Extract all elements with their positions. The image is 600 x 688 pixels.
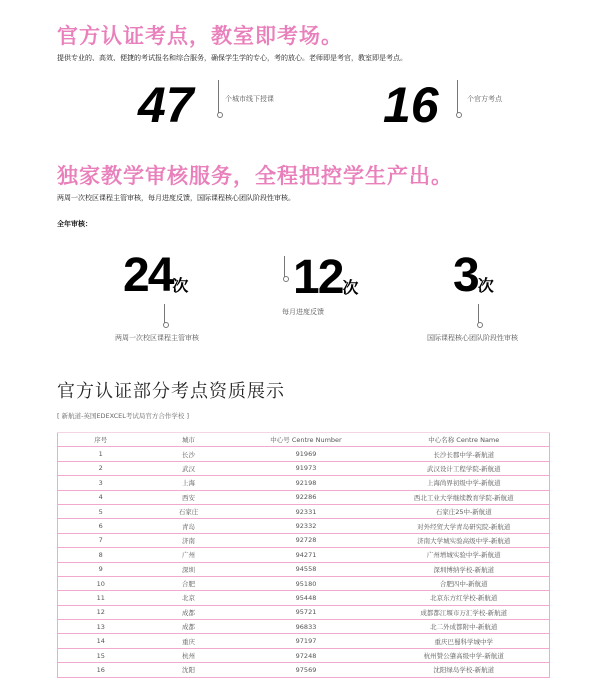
- table-cell: 94271: [234, 548, 379, 562]
- column-header: 中心号 Centre Number: [234, 433, 379, 447]
- table-cell: 96833: [234, 620, 379, 634]
- table-cell: 西北工业大学继续教育学院-新航道: [379, 490, 550, 504]
- table-cell: 91973: [234, 461, 379, 475]
- stat-biweekly-label: 两周一次校区课程主管审核: [115, 334, 199, 342]
- stat-cities-label: 个城市线下授课: [225, 95, 274, 103]
- table-row: [58, 562, 550, 576]
- table-cell: 97248: [234, 648, 379, 662]
- stat-centres-value: 16: [383, 77, 439, 133]
- table-row: [58, 663, 550, 677]
- table-cell: 北二外成都附中-新航道: [379, 620, 550, 634]
- divider: [164, 304, 165, 326]
- table-cell: 10: [58, 576, 144, 590]
- table-cell: 92331: [234, 504, 379, 518]
- table-cell: 对外经贸大学青岛研究院-新航道: [379, 519, 550, 533]
- column-header: 序号: [58, 433, 144, 447]
- table-cell: 7: [58, 533, 144, 547]
- table-cell: 3: [58, 476, 144, 490]
- table-row: [58, 576, 550, 590]
- table-cell: 6: [58, 519, 144, 533]
- table-cell: 合肥四中-新航道: [379, 576, 550, 590]
- table-cell: 1: [58, 447, 144, 461]
- table-cell: 9: [58, 562, 144, 576]
- table-cell: 4: [58, 490, 144, 504]
- column-header: 城市: [144, 433, 234, 447]
- table-cell: 济南: [144, 533, 234, 547]
- table-cell: 成都: [144, 620, 234, 634]
- table-cell: 沈阳: [144, 663, 234, 677]
- table-cell: 91969: [234, 447, 379, 461]
- table-row: [58, 591, 550, 605]
- table-row: [58, 461, 550, 475]
- section2-title: 独家教学审核服务，全程把控学生产出。: [57, 164, 453, 188]
- table-cell: 11: [58, 591, 144, 605]
- table-cell: 杭州赞公肇高级中学-新航道: [379, 648, 550, 662]
- table-cell: 97197: [234, 634, 379, 648]
- table-row: [58, 490, 550, 504]
- table-row: [58, 648, 550, 662]
- table-cell: 武汉: [144, 461, 234, 475]
- table-cell: 5: [58, 504, 144, 518]
- table-cell: 成都都江堰市万汇学校-新航道: [379, 605, 550, 619]
- exam-centre-table: [57, 432, 550, 678]
- table-cell: 青岛: [144, 519, 234, 533]
- table-cell: 长沙: [144, 447, 234, 461]
- table-row: [58, 634, 550, 648]
- table-cell: 92286: [234, 490, 379, 504]
- table-cell: 长沙长郡中学-新航道: [379, 447, 550, 461]
- table-cell: 广州: [144, 548, 234, 562]
- table-cell: 石家庄: [144, 504, 234, 518]
- stat-monthly: 12次: [293, 251, 359, 304]
- table-cell: 12: [58, 605, 144, 619]
- table-cell: 沈阳绿岛学校-新航道: [379, 663, 550, 677]
- table-row: [58, 620, 550, 634]
- table-cell: 2: [58, 461, 144, 475]
- table-cell: 北京: [144, 591, 234, 605]
- table-row: [58, 504, 550, 518]
- table-cell: 95448: [234, 591, 379, 605]
- section3-title: 官方认证部分考点资质展示: [57, 381, 285, 402]
- table-row: [58, 605, 550, 619]
- table-cell: 武汉设计工程学院-新航道: [379, 461, 550, 475]
- section2-desc: 两周一次校区课程主管审核，每月进度反馈，国际课程核心团队阶段性审核。: [57, 194, 295, 202]
- table-cell: 杭州: [144, 648, 234, 662]
- section3-subtitle: [ 新航道-英国EDEXCEL考试局官方合作学校 ]: [57, 412, 190, 420]
- section1-title: 官方认证考点，教室即考场。: [57, 24, 343, 48]
- table-row: [58, 519, 550, 533]
- table-cell: 重庆: [144, 634, 234, 648]
- table-cell: 14: [58, 634, 144, 648]
- table-row: [58, 548, 550, 562]
- table-cell: 济南大学城实验高级中学-新航道: [379, 533, 550, 547]
- table-cell: 95180: [234, 576, 379, 590]
- stat-stage: 3次: [453, 249, 494, 302]
- table-row: [58, 476, 550, 490]
- table-cell: 石家庄25中-新航道: [379, 504, 550, 518]
- table-cell: 深圳博纳学校-新航道: [379, 562, 550, 576]
- table-cell: 合肥: [144, 576, 234, 590]
- table-cell: 94558: [234, 562, 379, 576]
- stat-monthly-label: 每月进度反馈: [282, 308, 324, 316]
- table-cell: 深圳: [144, 562, 234, 576]
- table-cell: 成都: [144, 605, 234, 619]
- table-row: [58, 533, 550, 547]
- divider: [284, 256, 285, 280]
- table-cell: 15: [58, 648, 144, 662]
- table-cell: 13: [58, 620, 144, 634]
- table-cell: 97569: [234, 663, 379, 677]
- table-cell: 95721: [234, 605, 379, 619]
- table-header: [58, 433, 550, 447]
- table-cell: 北京东方红学校-新航道: [379, 591, 550, 605]
- table-cell: 92332: [234, 519, 379, 533]
- divider: [218, 80, 219, 116]
- stat-centres-label: 个官方考点: [467, 95, 502, 103]
- table-cell: 16: [58, 663, 144, 677]
- table-cell: 广州增城实验中学-新航道: [379, 548, 550, 562]
- table-cell: 92198: [234, 476, 379, 490]
- stat-biweekly: 24次: [123, 249, 189, 302]
- table-cell: 上海: [144, 476, 234, 490]
- table-cell: 92728: [234, 533, 379, 547]
- table-row: [58, 447, 550, 461]
- table-cell: 上海尚界初级中学-新航道: [379, 476, 550, 490]
- section2-sub: 全年审核：: [57, 220, 92, 228]
- stat-cities-value: 47: [138, 77, 194, 133]
- stat-stage-label: 国际课程核心团队阶段性审核: [427, 334, 518, 342]
- table-cell: 重庆巴蜀科学城中学: [379, 634, 550, 648]
- divider: [457, 80, 458, 116]
- section1-desc: 提供专业的、高效、便捷的考试报名和综合服务，确保学生学的专心，考的放心。老师即是考官，教室即是考点。: [57, 54, 407, 62]
- table-cell: 8: [58, 548, 144, 562]
- divider: [478, 304, 479, 326]
- table-cell: 西安: [144, 490, 234, 504]
- column-header: 中心名称 Centre Name: [379, 433, 550, 447]
